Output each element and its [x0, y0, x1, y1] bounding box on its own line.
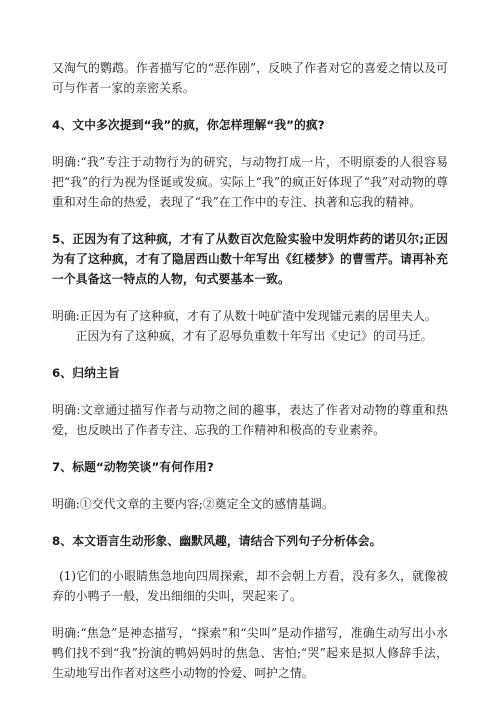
question-8: 8、本文语言生动形象、幽默风趣，请结合下列句子分析体会。 [52, 534, 382, 548]
answer-5-part-1: 明确:正因为有了这种疯，才有了从数十吨矿渣中发现镭元素的居里夫人。 [52, 309, 437, 323]
question-5: 5、正因为有了这种疯，才有了从数百次危险实验中发明炸药的诺贝尔;正因为有了这种疯，才有了隐居西山数十年写出《红楼梦》的曹雪芹。请再补充一个具备这一特点的人物，句式要基本一致。 [52, 232, 448, 286]
question-8-sentence-1: (1)它们的小眼睛焦急地向四周探索，却不会朝上方看，没有多久，就像被弃的小鸭子一般，发出细细的尖叫，哭起来了。 [52, 569, 448, 603]
answer-4: 明确:“我”专注于动物行为的研究，与动物打成一片，不明原委的人很容易把“我”的行为视为怪诞或发疯。实际上“我”的疯正好体现了“我”对动物的尊重和对生命的热爱，表现了“我”在工作中的专注、执著和忘我的精神。 [52, 155, 448, 209]
answer-8: 明确:“焦急”是神态描写，“探索”和“尖叫”是动作描写，准确生动写出小水鸭们找不到“我”扮演的鸭妈妈时的焦急、害怕;“哭”起来是拟人修辞手法，生动地写出作者对这些小动物的怜爱、呵护之情。 [52, 626, 448, 680]
question-6: 6、归纳主旨 [52, 366, 120, 380]
answer-5-part-2: 正因为有了这种疯，才有了忍辱负重数十年写出《史记》的司马迁。 [75, 329, 433, 343]
answer-7: 明确:①交代文章的主要内容;②奠定全文的感情基调。 [52, 497, 334, 511]
paragraph-intro: 又淘气的鹦鹉。作者描写它的“恶作剧”，反映了作者对它的喜爱之情以及可可与作者一家的亲密关系。 [52, 61, 448, 95]
document-page [52, 58, 448, 683]
question-4: 4、文中多次提到“我”的疯，你怎样理解“我”的疯? [52, 118, 325, 132]
answer-6: 明确:文章通过描写作者与动物之间的趣事，表达了作者对动物的尊重和热爱，也反映出了作者专注、忘我的工作精神和极高的专业素养。 [52, 403, 448, 437]
question-7: 7、标题“动物笑谈”有何作用? [52, 460, 214, 474]
